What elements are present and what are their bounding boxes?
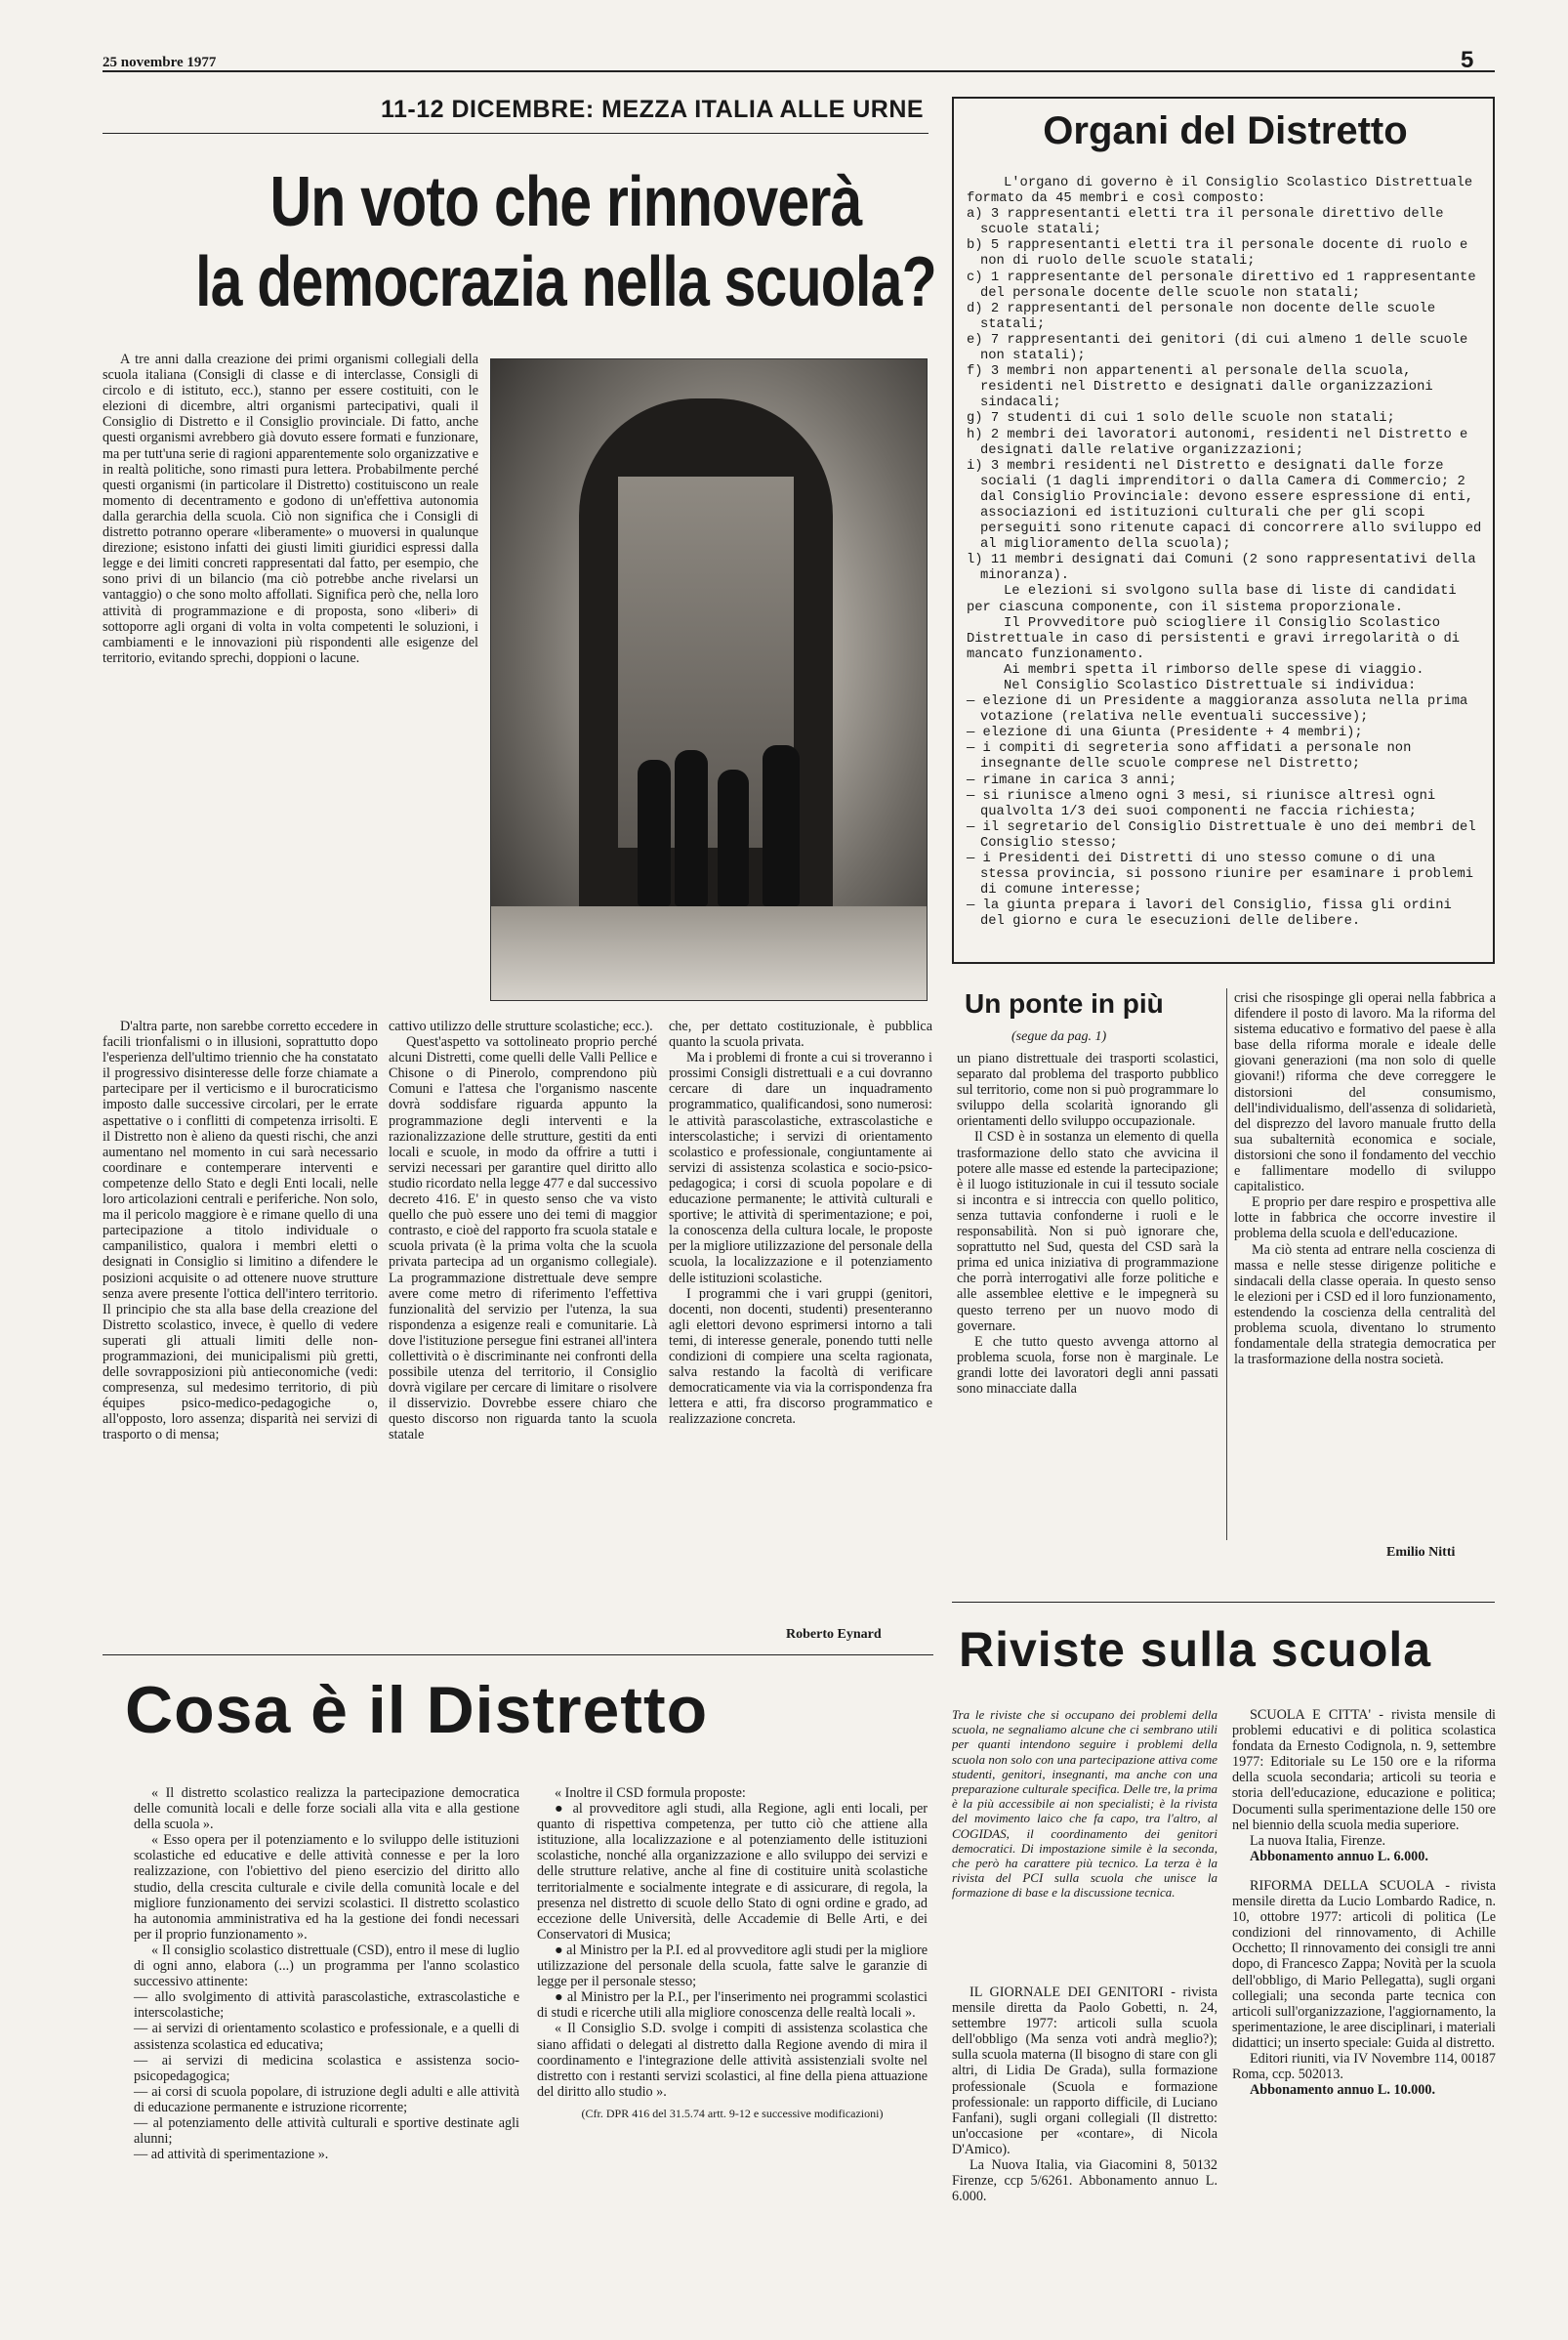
organi-dash: — la giunta prepara i lavori del Consiglio, fissa gli ordini del giorno e cura le esecuzioni delle delibere. <box>967 898 1452 930</box>
organi-item: b) 5 rappresentanti eletti tra il personale docente di ruolo e non di ruolo delle scuole statali; <box>967 238 1468 270</box>
article-col2-p2: Quest'aspetto va sottolineato proprio perché alcuni Distretti, come quelli delle Valli Pellice e Chisone o di Pinerolo, comprendono più Comuni e l'attesa che l'organismo nascente dovrà soddisfare riguarda appunto la programmazione degli interventi e la razionalizzazione delle strutture, gestiti da enti locali e scuole, in modo da offrire a tutti i servizi necessari per garantire quel diritto allo studio ricordato nella legge 477 e dal successivo decreto 416. E' in questo senso che va visto quello che può essere uno dei temi di maggior contrasto, e cioè del rapporto fra scuola statale e scuola privata (è la prima volta che la scuola privata partecipa ad un organismo collegiale). La programmazione distrettuale deve sempre avere come metro di riferimento l'effettiva funzionalità del servizio per l'utenza, la sua rispondenza a esigenze reali e comunitarie. Là dove l'istituzione persegue fini estranei all'intera collettività o è discriminante nei confronti della possibile utenza del territorio, il Consiglio dovrà vigilare per cercare di limitare o risolvere il disservizio. Dovrebbe essere chiaro che questo discorso non riguarda tanto la scuola statale <box>389 1034 657 1443</box>
riviste-title: Riviste sulla scuola <box>959 1622 1432 1677</box>
article-col-3 <box>669 1019 932 1427</box>
riviste-col-1 <box>952 1985 1217 2204</box>
riviste-item-1-publisher: La Nuova Italia, via Giacomini 8, 50132 Firenze, ccp 5/6261. Abbonamento annuo L. 6.000. <box>952 2157 1217 2205</box>
cosa-right-item: ● al Ministro per la P.I., per l'inserimento nei programmi scolastici di studi e ricerche utili alla migliore conoscenza delle realtà locali ». <box>537 1989 928 2022</box>
headline-line-1: Un voto che rinnoverà <box>269 163 862 241</box>
cosa-right-item: ● al provveditore agli studi, alla Regione, agli enti locali, per quanto di rispettiva competenza, per tutto ciò che attiene alla istituzione, alla localizzazione e al potenziamento delle istituzioni scolastiche, nonché alla organizzazione e allo sviluppo dei servizi e delle strutture relative, anche al fine di costituire unità scolastiche territorialmente e socialmente integrate e di assicurare, di regola, la presenza nel distretto di scuole dello Stato di ogni ordine e grado, ad eccezione delle Università, delle Accademie di Belle Arti, e dei Conservatori di Musica; <box>537 1801 928 1943</box>
riviste-item-2: SCUOLA E CITTA' - rivista mensile di problemi educativi e di politica scolastica fondata da Ernesto Codignola, n. 9, settembre 1977: Editoriale su Le 150 ore e la riforma della scuola secondaria; articoli su teoria e storia dell'educazione, educazione e politica; Documenti sulla sperimentazione delle 150 ore nel biennio della scuola media superiore. <box>1232 1707 1496 1833</box>
article-col2-p1: cattivo utilizzo delle strutture scolastiche; ecc.). <box>389 1019 653 1034</box>
photo-figure <box>675 750 708 906</box>
organi-title: Organi del Distretto <box>1043 109 1408 152</box>
kicker-rule <box>103 133 928 134</box>
photo-steps <box>491 906 927 1000</box>
cosa-right-intro: « Inoltre il CSD formula proposte: <box>555 1785 746 1801</box>
organi-dash: — elezione di una Giunta (Presidente + 4 membri); <box>967 726 1363 741</box>
ponte-col1-p3: E che tutto questo avvenga attorno al problema scuola, forse non è marginale. Le grandi lotte dei lavoratori degli anni passati sono minacciate dalla <box>957 1333 1218 1397</box>
riviste-col-2 <box>1232 1707 1496 2098</box>
organi-p4: Nel Consiglio Scolastico Distrettuale si individua: <box>1004 679 1417 693</box>
ponte-col1-p1: un piano distrettuale dei trasporti scolastici, separato dal problema del trasporto pubblico sul territorio, come non si può programmare lo sviluppo della scolarità ignorando gli orientamenti dello sviluppo occupazionale. <box>957 1051 1218 1130</box>
organi-item: e) 7 rappresentanti dei genitori (di cui almeno 1 delle scuole non statali); <box>967 332 1468 364</box>
article-kicker: 11-12 DICEMBRE: MEZZA ITALIA ALLE URNE <box>381 96 925 123</box>
photo-figure <box>718 770 749 906</box>
page-number: 5 <box>1461 47 1474 73</box>
riviste-rule <box>952 1602 1495 1603</box>
ponte-segue: (segue da pag. 1) <box>1011 1029 1107 1044</box>
organi-p1: Le elezioni si svolgono sulla base di liste di candidati per ciascuna componente, con il sistema proporzionale. <box>967 584 1457 615</box>
cosa-title: Cosa è il Distretto <box>125 1673 709 1747</box>
article-col3-p1: che, per dettato costituzionale, è pubblica quanto la scuola privata. <box>669 1019 932 1051</box>
organi-item: l) 11 membri designati dai Comuni (2 sono rappresentativi della minoranza). <box>967 553 1476 584</box>
cosa-left-p3: « Il consiglio scolastico distrettuale (CSD), entro il mese di luglio di ogni anno, elabora (...) un programma per l'anno scolastico successivo attinente: <box>134 1942 519 1990</box>
cosa-left-list-item: — ai corsi di scuola popolare, di istruzione degli adulti e alle attività di educazione permanente e istruzione ricorrente; <box>134 2083 519 2115</box>
article-col3-p2: Ma i problemi di fronte a cui si troveranno i prossimi Consigli distrettuali e a cui dovranno cercare di dare un inquadramento programmatico, qualificandosi, sono numerosi: le attività parascolastiche, extrascolastiche e interscolastiche; i servizi di orientamento scolastico e professionale, congiuntamente ai servizi di assistenza scolastica e socio-psico-pedagogica; i corsi di scuola popolare e di educazione permanente; le attività culturali e sportive; le attività di sperimentazione; e poi, la conoscenza della cultura locale, le proposte per la migliore utilizzazione del personale della scuola, la localizzazione e il potenziamento delle istituzioni scolastiche. <box>669 1050 932 1286</box>
photo-children-at-school-door <box>490 358 928 1001</box>
cosa-right-item: « Il Consiglio S.D. svolge i compiti di assistenza scolastica che siano affidati o delegati al distretto dalla Regione avendo di mira il coordinamento e l'integrazione delle attività assistenziali svolte nel distretto con i restanti servizi scolastici, al fine della piena attuazione del diritto allo studio ». <box>537 2021 928 2100</box>
ponte-col2-p1: crisi che risospinge gli operai nella fabbrica a difendere il posto di lavoro. Ma la riforma del sistema educativo e formativo del paese è alla base della riforma morale e ideale delle giovani generazioni (ma non solo di quelle giovani!) riforma che deve correggere le distorsioni del consumismo, dell'individualismo, dell'assenza di solidarietà, del disprezzo del lavoro manuale frutto della sua subalternità economica e sociale, distorsioni che sono il fondamento del vecchio e fallimentare modello di sviluppo capitalistico. <box>1234 990 1496 1195</box>
cosa-left-list-item: — ad attività di sperimentazione ». <box>134 2147 329 2163</box>
ponte-col-1 <box>957 1051 1218 1397</box>
riviste-item-2-subscription: Abbonamento annuo L. 6.000. <box>1250 1848 1428 1864</box>
page-date: 25 novembre 1977 <box>103 55 217 70</box>
organi-p2: Il Provveditore può sciogliere il Consiglio Scolastico Distrettuale in caso di persistenti e gravi irregolarità o di mancato funzionamento. <box>967 615 1461 662</box>
cosa-right-item: ● al Ministro per la P.I. ed al provveditore agli studi per la migliore utilizzazione del personale della scuola, fatte salve le garanzie di legge per il personale stesso; <box>537 1942 928 1990</box>
ponte-title: Un ponte in più <box>965 988 1164 1019</box>
article-col1-p1: A tre anni dalla creazione dei primi organismi collegiali della scuola italiana (Consigli di classe e di interclasse, Consigli di circolo e di istituto, ecc.), stanno per essere costituiti, con le elezioni di dicembre, altri organismi partecipativi, quali il Consiglio di Distretto e il Consiglio provinciale. Di fatto, anche questi organismi avrebbero già dovuto essere formati e funzionare, ma per tutt'una serie di ragioni apparentemente solo organizzative e in realtà politiche, sono rimasti pura lettera. Probabilmente perché questi organismi (in particolare il Distretto) costituiscono un reale momento di decentramento e godono di un'effettiva autonomia dalla gerarchia della scuola. Ciò non significa che i Consigli di distretto potranno operare «liberamente» o muoversi in qualunque direzione; esistono infatti dei giusti limiti giuridici espressi dalla legge e dei limiti concreti rappresentati dal fatto, per esempio, che sono privi di un bilancio (ma ciò potrebbe anche rivelarsi un vantaggio) o che sono molto affollati. Significa però che, nella loro attività di programmazione e di proposta, sono «liberi» di sottoporre agli organi di volta in volta competenti le soluzioni, i cambiamenti e le innovazioni più rispondenti alle esigenze del territorio, evitando sprechi, doppioni o lacune. <box>103 352 478 666</box>
ponte-byline: Emilio Nitti <box>1386 1545 1456 1560</box>
organi-dash: — i Presidenti dei Distretti di uno stesso comune o di una stessa provincia, si possono riunire per esaminare i problemi di comune interesse; <box>967 852 1474 898</box>
riviste-item-3-publisher: Editori riuniti, via IV Novembre 114, 00187 Roma, ccp. 502013. <box>1232 2050 1496 2083</box>
riviste-item-1: IL GIORNALE DEI GENITORI - rivista mensile diretta da Paolo Gobetti, n. 24, settembre 1977: articoli sulla scuola dell'obbligo (Ma senza voti andrà meglio?); sulla scuola materna (Il bisogno di stare con gli altri, di Lidia De Grada), sulla formazione professionale (Scuola e formazione professionale: un rapporto difficile, di Luciano Fanfani), sugli organi collegiali (Il distretto: un'occasione per «contare», di Nicola D'Amico). <box>952 1985 1217 2157</box>
cosa-left-list-item: — ai servizi di medicina scolastica e assistenza socio-psicopedagogica; <box>134 2052 519 2084</box>
organi-intro: L'organo di governo è il Consiglio Scolastico Distrettuale formato da 45 membri e così composto: <box>967 176 1473 207</box>
organi-dash: — elezione di un Presidente a maggioranza assoluta nella prima votazione (relativa nelle eventuali successive); <box>967 694 1468 726</box>
headline-line-2: la democrazia nella scuola? <box>195 243 936 321</box>
cosa-rule <box>103 1654 933 1655</box>
ponte-col-2 <box>1234 990 1496 1367</box>
organi-item: d) 2 rappresentanti del personale non docente delle scuole statali; <box>967 301 1436 332</box>
organi-p3: Ai membri spetta il rimborso delle spese di viaggio. <box>1004 662 1424 678</box>
cosa-left-list-item: — al potenziamento delle attività culturali e sportive destinate agli alunni; <box>134 2114 519 2148</box>
riviste-item-3: RIFORMA DELLA SCUOLA - rivista mensile diretta da Lucio Lombardo Radice, n. 10, ottobre 1977: articoli di politica (Le condizioni del rinnovamento, di Achille Occhetto; Il rinnovamento dei consigli tre anni dopo, di Francesco Zappa; Novità per la scuola dell'obbligo, di Mario Pellegatta), sugli organi collegiali; una seconda parte tecnica con articoli sull'organizzazione, l'aggiornamento, la sperimentazione, le aree disciplinari, i materiali didattici; un inserto speciale: Guida al distretto. <box>1232 1877 1496 2051</box>
organi-item: g) 7 studenti di cui 1 solo delle scuole non statali; <box>967 411 1395 427</box>
article-headline <box>186 162 946 322</box>
photo-figure <box>763 745 800 906</box>
organi-dash: — il segretario del Consiglio Distrettuale è uno dei membri del Consiglio stesso; <box>967 819 1476 851</box>
ponte-col2-p3: Ma ciò stenta ad entrare nella coscienza di massa e nelle stesse dirigenze politiche e sindacali della classe operaia. In questo senso le elezioni per i CSD ed il loro funzionamento, estendendo la coscienza della centralità del problema scuola, diventano lo strumento fondamentale della strategia democratica per la trasformazione della nostra società. <box>1234 1241 1496 1368</box>
cosa-left-list-item: — allo svolgimento di attività parascolastiche, extrascolastiche e interscolastiche; <box>134 1989 519 2022</box>
riviste-intro: Tra le riviste che si occupano dei problemi della scuola, ne segnaliamo alcune che ci sembrano utili per quanti intendono seguire i problemi della scuola non solo con una partecipazione attiva come studenti, genitori, insegnanti, ma anche con una preparazione culturale specifica. Delle tre, la prima è la più accessibile ai non specialisti; è la rivista del movimento laico che fa capo, tra l'altro, al COGIDAS, il coordinamento dei genitori democratici. Di impostazione simile è la seconda, che però ha carattere più tecnico. La terza è la rivista del PCI sulla scuola che unisce la formazione di base e la discussione tecnica. <box>952 1707 1217 1901</box>
ponte-col1-p2: Il CSD è in sostanza un elemento di quella trasformazione dello stato che avvicina il potere alle masse ed estende la partecipazione; è il luogo istituzionale in cui il tessuto sociale si incontra e si intreccia con quello politico, senza tuttavia confonderne i ruoli e le responsabilità. Non si può ignorare che, soprattutto nel Sud, questa del CSD sarà la prima ed unica iniziativa di programmazione che porrà interrogativi alle forze politiche e alle assemblee elettive e le impegnerà su questo terreno per un nuovo modo di governare. <box>957 1129 1218 1334</box>
cosa-source: (Cfr. DPR 416 del 31.5.74 artt. 9-12 e successive modificazioni) <box>581 2106 884 2120</box>
organi-item: i) 3 membri residenti nel Distretto e designati dalle forze sociali (1 dagli imprenditori o dalla Camera di Commercio; 2 dal Consiglio Provinciale: devono essere espressione di enti, associazioni ed istituzioni culturali che per gli scopi perseguiti sono ritenute capaci di concorrere allo sviluppo ed al miglioramento della scuola); <box>967 458 1482 553</box>
cosa-col-left <box>134 1785 519 2162</box>
riviste-item-3-subscription: Abbonamento annuo L. 10.000. <box>1250 2082 1436 2099</box>
organi-item: h) 2 membri dei lavoratori autonomi, residenti nel Distretto e designati dalle relative organizzazioni; <box>967 427 1468 458</box>
article-col-1 <box>103 352 478 666</box>
photo-figure <box>638 760 671 906</box>
organi-dash: — i compiti di segreteria sono affidati a personale non insegnante delle scuole comprese nel Distretto; <box>967 741 1412 773</box>
article-col-2 <box>389 1019 657 1443</box>
article-col-1b <box>103 1019 378 1443</box>
organi-body <box>967 176 1482 931</box>
organi-item: f) 3 membri non appartenenti al personale della scuola, residenti nel Distretto e designati dalle organizzazioni sindacali; <box>967 364 1433 411</box>
organi-dash: — rimane in carica 3 anni; <box>967 773 1177 788</box>
header-rule <box>103 70 1495 72</box>
article-col3-p3: I programmi che i vari gruppi (genitori, docenti, non docenti, studenti) presenteranno agli elettori devono esprimersi intorno a tali temi, di interesse generale, ponendo tutti nelle condizioni di compiere una scelta ragionata, salva restando la facoltà di verificare democraticamente via via la corrispondenza fra lettera e atti, fra discorso programmatico e realizzazione concreta. <box>669 1285 932 1428</box>
organi-item: c) 1 rappresentante del personale direttivo ed 1 rappresentante del personale docente delle scuole non statali; <box>967 270 1476 301</box>
cosa-left-p1: « Il distretto scolastico realizza la partecipazione democratica delle comunità locali e delle forze sociali alla vita e alla gestione della scuola ». <box>134 1785 519 1833</box>
organi-dash: — si riunisce almeno ogni 3 mesi, si riunisce altresì ogni qualvolta 1/3 dei suoi componenti ne faccia richiesta; <box>967 788 1436 819</box>
cosa-col-right <box>537 1785 928 2121</box>
riviste-item-2-publisher: La nuova Italia, Firenze. <box>1250 1832 1386 1849</box>
article-col1-p2: D'altra parte, non sarebbe corretto eccedere in facili trionfalismi o in illusioni, soprattutto dopo l'esperienza dell'ultimo triennio che ha constatato il progressivo disinteresse delle forze chiamate a partecipare per il verticismo e il burocraticismo imposto dalle successive circolari, per le errate aspettative o i conflitti di competenza irrisolti. E il Distretto non è alieno da questi rischi, che anzi aumentano nel momento in cui sarà necessario coordinare e contemperare interventi e competenze dello Stato e degli Enti locali, nelle loro articolazioni centrali e periferiche. Non solo, ma il pericolo maggiore è e rimane quello di una partecipazione a titolo individuale o campanilistico, qualora i membri eletti o designati in Consiglio si limitino a difendere le posizioni acquisite o ad ottenere nuove strutture senza avere presente l'ottica dell'intero territorio. Il principio che sta alla base della creazione del Distretto scolastico, invece, è quello di vedere superati gli attuali limiti delle non-programmazioni, dei municipalismi più gretti, delle sovrapposizioni più antieconomiche (vedi: compresenza, sul medesimo territorio, di più équipes psico-medico-pedagogiche o, all'opposto, loro assenza; disparità nei servizi di trasporto o di mensa; <box>103 1019 378 1443</box>
ponte-col2-p2: E proprio per dare respiro e prospettiva alle lotte in fabbrica che occorre investire il problema della scuola e dell'educazione. <box>1234 1194 1496 1242</box>
ponte-column-rule <box>1226 988 1227 1540</box>
cosa-left-p2: « Esso opera per il potenziamento e lo sviluppo delle istituzioni scolastiche ed educative e delle attività connesse e per la loro realizzazione, con l'obiettivo del pieno esercizio del diritto allo studio, della crescita culturale e civile della comunità locale e del migliore funzionamento dei servizi scolastici. Il distretto scolastico ha autonomia amministrativa ed ha la gestione dei fondi necessari per il proprio funzionamento ». <box>134 1832 519 1943</box>
organi-item: a) 3 rappresentanti eletti tra il personale direttivo delle scuole statali; <box>967 207 1444 238</box>
article-byline: Roberto Eynard <box>786 1627 882 1642</box>
cosa-left-list-item: — ai servizi di orientamento scolastico e professionale, e a quelli di assistenza scolastica ed educativa; <box>134 2021 519 2053</box>
